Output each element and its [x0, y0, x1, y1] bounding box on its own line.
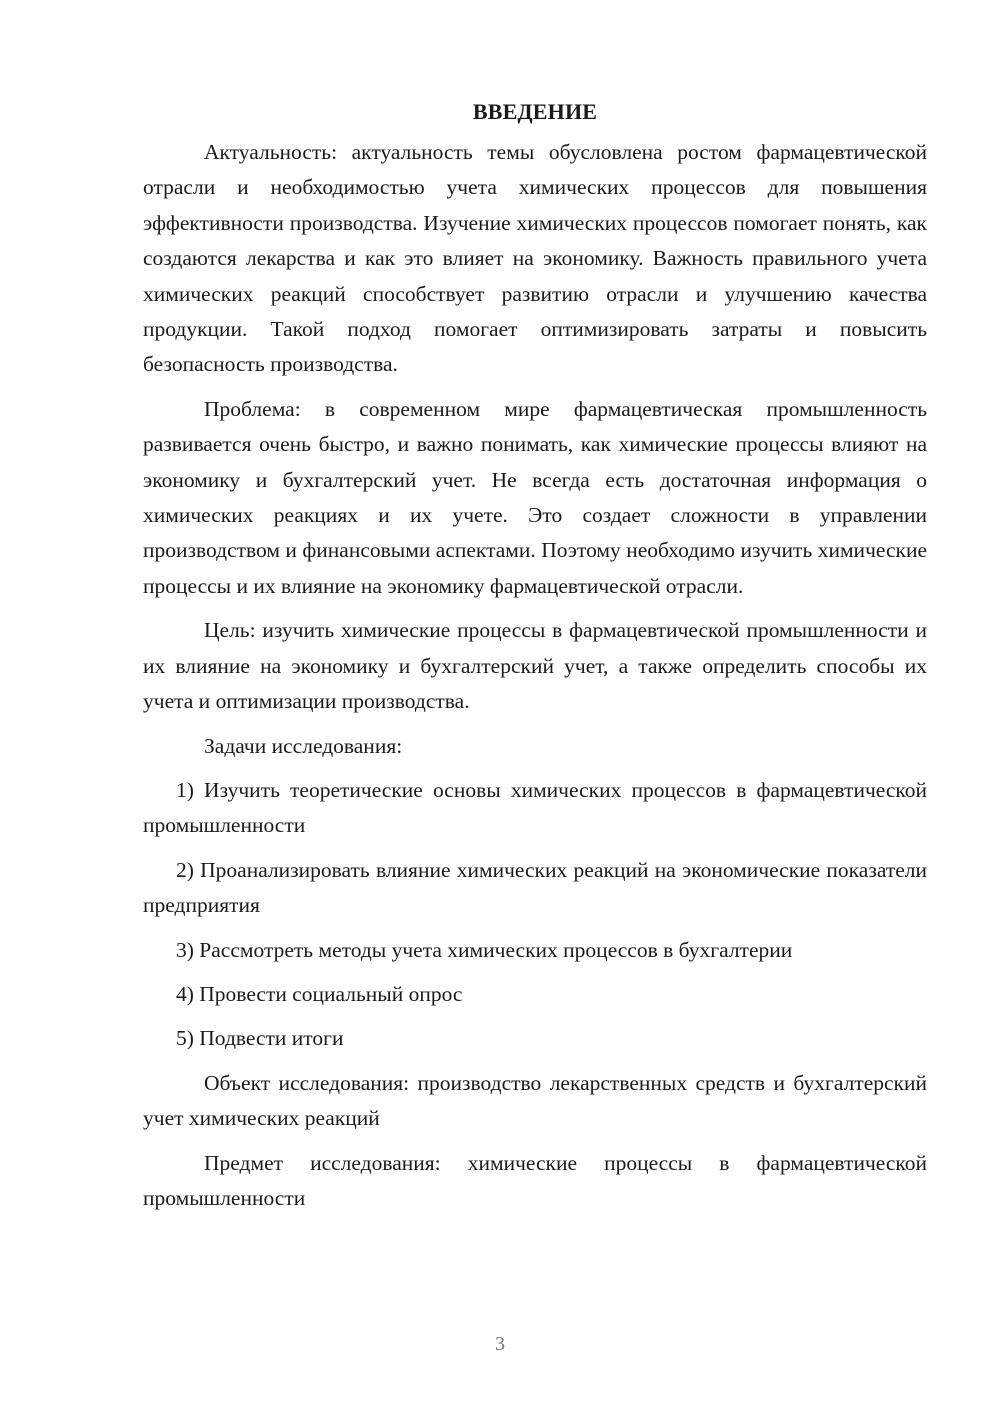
task-item-3: 3) Рассмотреть методы учета химических процессов в бухгалтерии [176, 937, 793, 962]
document-page [143, 94, 927, 1225]
page-number: 3 [495, 1333, 505, 1355]
task-item-4: 4) Провести социальный опрос [176, 981, 463, 1006]
tasks-heading: Задачи исследования: [204, 733, 403, 758]
task-item-5: 5) Подвести итоги [176, 1026, 344, 1051]
problem-paragraph: Проблема: в современном мире фармацевтическая промышленность развивается очень быстро, и важно понимать, как химические процессы влияют на экономику и бухгалтерский учет. Не всегда есть достаточная информация о химических реакциях и их учете. Это создает сложности в управлении производством и финансовыми аспектами. Поэтому необходимо изучить химические процессы и их влияние на экономику фармацевтической отрасли. [143, 396, 927, 598]
task-item-1: 1) Изучить теоретические основы химических процессов в фармацевтической промышленности [143, 777, 927, 838]
task-item-2: 2) Проанализировать влияние химических реакций на экономические показатели предприятия [143, 857, 927, 918]
section-title: ВВЕДЕНИЕ [472, 99, 598, 124]
relevance-paragraph: Актуальность: актуальность темы обусловлена ростом фармацевтической отрасли и необходимостью учета химических процессов для повышения эффективности производства. Изучение химических процессов помогает понять, как создаются лекарства и как это влияет на экономику. Важность правильного учета химических реакций способствует развитию отрасли и улучшению качества продукции. Такой подход помогает оптимизировать затраты и повысить безопасность производства. [143, 140, 927, 377]
research-subject-paragraph: Предмет исследования: химические процессы в фармацевтической промышленности [143, 1150, 927, 1210]
research-object-paragraph: Объект исследования: производство лекарственных средств и бухгалтерский учет химических реакций [143, 1070, 927, 1131]
goal-paragraph: Цель: изучить химические процессы в фармацевтической промышленности и их влияние на экономику и бухгалтерский учет, а также определить способы их учета и оптимизации производства. [143, 618, 927, 714]
